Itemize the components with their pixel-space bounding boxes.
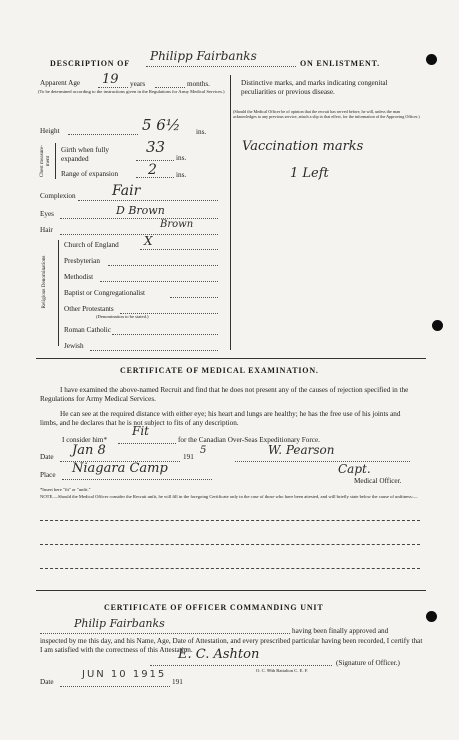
header-description-of: DESCRIPTION OF <box>50 59 130 68</box>
medical-year-label: 191 <box>183 453 194 461</box>
religion-other-protestants: Other Protestants <box>64 305 114 313</box>
binder-hole-middle <box>432 320 443 331</box>
religion-line-0 <box>140 249 218 250</box>
apparent-age-years: 19 <box>102 72 119 87</box>
distinctive-marks-label: Distinctive marks, and marks indicating congenital peculiarities or previous disease. <box>241 79 388 96</box>
eyes-line <box>60 218 218 219</box>
religion-line-2 <box>100 281 218 282</box>
consider-him-label: I consider him* <box>62 436 108 444</box>
expansion-label: Range of expansion <box>61 170 119 178</box>
height-dots <box>68 134 138 135</box>
eyes-label: Eyes <box>40 210 54 218</box>
medical-officer-rank: Capt. <box>338 462 371 476</box>
age-note: (To be determined according to the instructions given in the Regulations for Army Medical Services.) <box>38 89 225 94</box>
religion-bracket <box>58 240 59 346</box>
religion-line-5 <box>112 334 218 335</box>
section-rule-2 <box>36 590 426 591</box>
religion-jewish: Jewish <box>64 342 84 350</box>
medical-footnote: NOTE.—Should the Medical Officer consider the Recruit unfit, he will fill in the foregoing Certificate only in the case of those who have been attested, and will briefly state below the cause of unfitness:— <box>40 494 418 499</box>
age-months-line <box>155 87 185 88</box>
height-unit: ins. <box>196 128 207 136</box>
age-years-line <box>98 87 128 88</box>
column-divider <box>230 75 231 350</box>
eyes-value: D Brown <box>116 204 165 217</box>
officer-date-label: Date <box>40 678 54 686</box>
medical-officer-label: Medical Officer. <box>354 477 402 485</box>
religion-church-of-england: Church of England <box>64 241 119 249</box>
religion-roman-catholic: Roman Catholic <box>64 326 111 334</box>
height-label: Height <box>40 127 60 135</box>
religion-line-4 <box>120 313 218 314</box>
binder-hole-bottom <box>426 611 437 622</box>
medical-certificate-title: CERTIFICATE OF MEDICAL EXAMINATION. <box>120 366 319 375</box>
officer-signature: E. C. Ashton <box>178 647 260 662</box>
binder-hole-top <box>426 54 437 65</box>
religion-line-6 <box>90 350 218 351</box>
officer-year-label: 191 <box>172 678 183 686</box>
religious-denominations-label: Religious Denominations <box>41 255 47 309</box>
officer-unit-stamp: O. C. 98th Battalion C. E. F. <box>256 668 309 673</box>
officer-signature-line <box>150 665 332 666</box>
medical-place-label: Place <box>40 471 56 479</box>
expansion-value: 2 <box>148 162 157 178</box>
officer-name-line <box>40 633 290 634</box>
complexion-line <box>78 200 218 201</box>
officer-paragraph: inspected by me this day, and his Name, Age, Date of Attestation, and every prescribed particular having been recorded, I certify that I am satisfied with the correctness of this Attestation. <box>40 637 423 654</box>
medical-year-value: 5 <box>200 445 207 456</box>
name-line <box>146 66 296 67</box>
medical-paragraph-1: I have examined the above-named Recruit and find that he does not present any of the causes of rejection specified in the Regulations for Army Medical Services. <box>40 386 409 403</box>
girth-value: 33 <box>146 138 166 156</box>
medical-place-value: Niagara Camp <box>72 461 168 476</box>
expansion-unit: ins. <box>176 171 187 179</box>
medical-officer-signature: W. Pearson <box>268 443 335 457</box>
girth-label: Girth when fully expanded <box>61 146 109 164</box>
height-value: 5 6½ <box>142 116 181 134</box>
marks-entry-1: Vaccination marks <box>242 139 364 154</box>
medical-paragraph-2: He can see at the required distance with either eye; his heart and lungs are healthy; he has the free use of his joints and limbs, and he declares that he is not subject to fits of any description. <box>40 410 401 427</box>
notes-line-1 <box>40 520 420 521</box>
chest-bracket-v <box>55 143 56 179</box>
girth-unit: ins. <box>176 154 187 162</box>
officer-para-tail: having been finally approved and <box>292 627 389 635</box>
officer-certificate-title: CERTIFICATE OF OFFICER COMMANDING UNIT <box>104 603 324 612</box>
religion-presbyterian: Presbyterian <box>64 257 100 265</box>
medical-date-label: Date <box>40 453 54 461</box>
religion-mark: X <box>144 234 153 248</box>
fit-line <box>118 443 176 444</box>
consider-suffix: for the Canadian Over-Seas Expeditionary Force. <box>178 436 320 444</box>
medical-officer-note: (Should the Medical Officer be of opinion that the recruit has served before, he will, unless the man acknowledges to any previous service, attach a slip to that effect, for the information of the Approving Officer.) <box>233 109 420 119</box>
fit-value: Fit <box>132 424 149 438</box>
notes-line-2 <box>40 544 420 545</box>
months-label: months. <box>187 80 210 88</box>
apparent-age-label: Apparent Age <box>40 79 81 87</box>
medical-signature-line <box>235 461 410 462</box>
religion-line-3 <box>170 297 218 298</box>
medical-place-line <box>62 479 212 480</box>
recruit-name: Philipp Fairbanks <box>150 49 257 63</box>
religion-baptist: Baptist or Congregationalist <box>64 289 146 297</box>
section-rule-1 <box>36 358 426 359</box>
hair-line <box>60 234 218 235</box>
insert-note: *Insert here "fit" or "unfit." <box>40 487 91 492</box>
medical-date-value: Jan 8 <box>72 443 106 458</box>
officer-date-stamp: JUN 10 1915 <box>82 669 167 680</box>
complexion-value: Fair <box>112 183 141 199</box>
hair-label: Hair <box>40 226 53 234</box>
chest-measurement-label: Chest measure-ment <box>39 144 51 178</box>
signature-of-officer-label: (Signature of Officer.) <box>336 659 400 667</box>
complexion-label: Complexion <box>40 192 76 200</box>
years-label: years <box>130 80 146 88</box>
expansion-line <box>136 177 174 178</box>
girth-line <box>136 160 174 161</box>
religion-line-1 <box>108 265 218 266</box>
hair-value: Brown <box>160 219 194 230</box>
officer-date-line <box>60 686 170 687</box>
officer-recruit-name: Philip Fairbanks <box>74 617 165 630</box>
religion-methodist: Methodist <box>64 273 94 281</box>
marks-entry-2: 1 Left <box>290 166 329 181</box>
header-on-enlistment: ON ENLISTMENT. <box>300 59 380 68</box>
notes-line-3 <box>40 568 420 569</box>
religion-denomination-note: (Denomination to be stated.) <box>96 314 149 319</box>
